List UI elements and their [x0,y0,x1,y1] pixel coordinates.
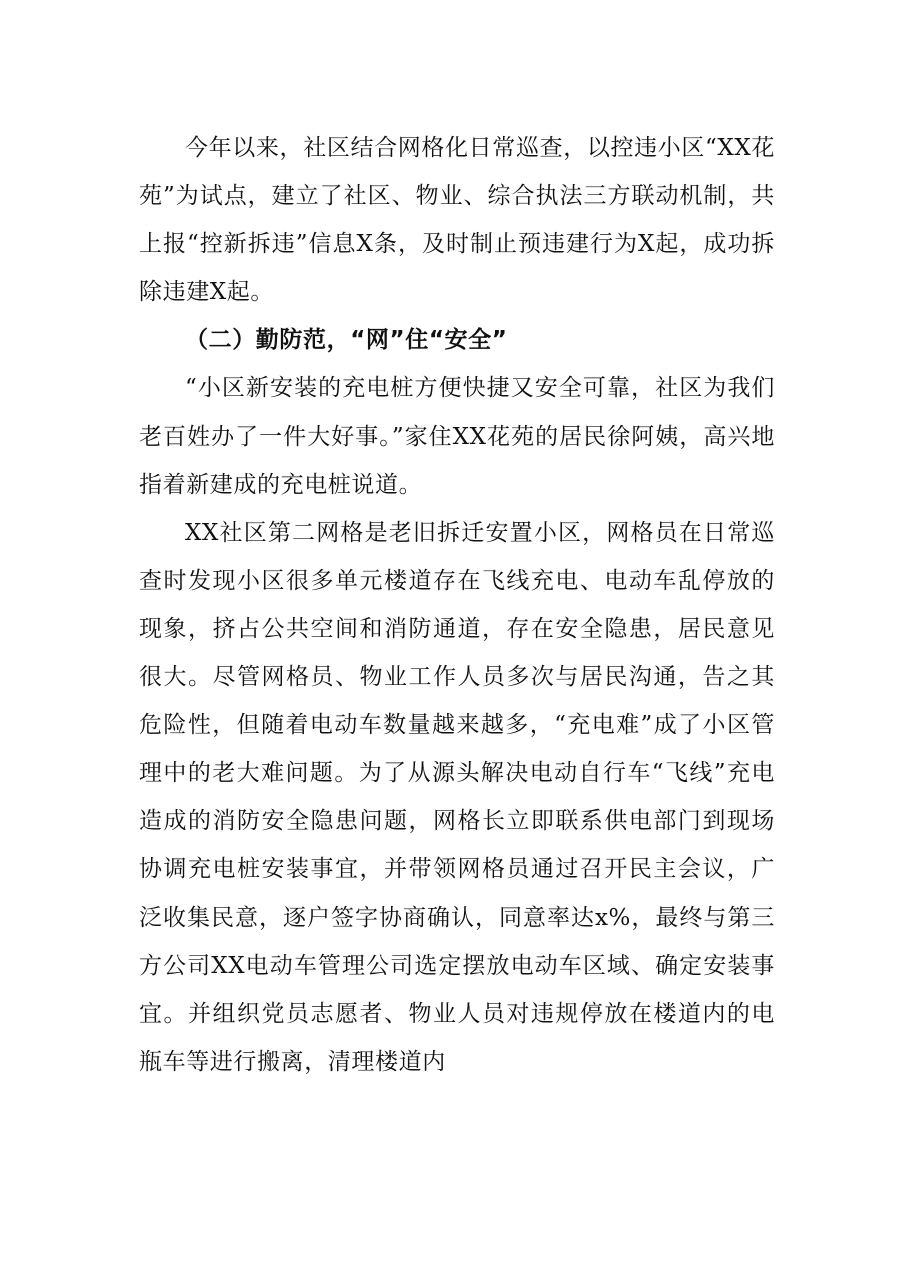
paragraph-resident-quote: “小区新安装的充电桩方便快捷又安全可靠，社区为我们老百姓办了一件大好事。”家住XX花苑的居民徐阿姨，高兴地指着新建成的充电桩说道。 [139,375,775,498]
document-body [139,124,775,1086]
paragraph-enforcement: 今年以来，社区结合网格化日常巡查，以控违小区“XX花苑”为试点，建立了社区、物业、综合执法三方联动机制，共上报“控新拆违”信息X条，及时制止预违建行为X起，成功拆除违建X起。 [139,135,775,306]
paragraph-charging-station: XX社区第二网格是老旧拆迁安置小区，网格员在日常巡查时发现小区很多单元楼道存在飞线充电、电动车乱停放的现象，挤占公共空间和消防通道，存在安全隐患，居民意见很大。尽管网格员、物业工作人员多次与居民沟通，告之其危险性，但随着电动车数量越来越多，“充电难”成了小区管理中的老大难问题。为了从源头解决电动自行车“飞线”充电造成的消防安全隐患问题，网格长立即联系供电部门到现场协调充电桩安装事宜，并带领网格员通过召开民主会议，广泛收集民意，逐户签字协商确认，同意率达x%，最终与第三方公司XX电动车管理公司选定摆放电动车区域、确定安装事宜。并组织党员志愿者、物业人员对违规停放在楼道内的电瓶车等进行搬离，清理楼道内 [139,519,775,1075]
section-heading: （二）勤防范，“网”住“安全” [185,327,508,354]
